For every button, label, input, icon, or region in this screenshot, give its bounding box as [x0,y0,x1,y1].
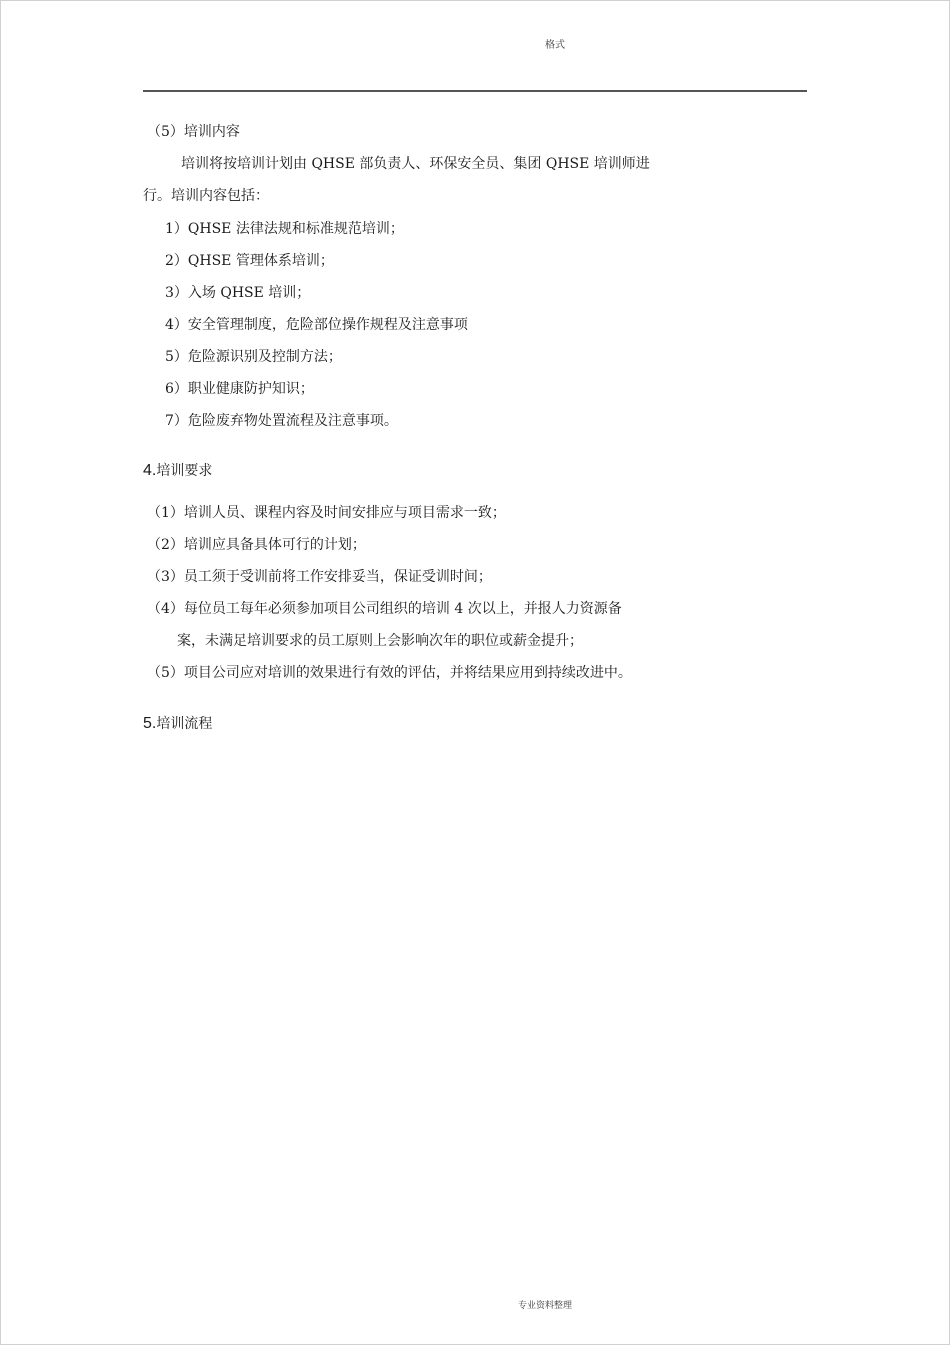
paragraph-line: 行。培训内容包括： [143,188,269,204]
requirement-item: （1）培训人员、课程内容及时间安排应与项目需求一致； [147,505,506,521]
requirement-item: （4）每位员工每年必须参加项目公司组织的培训 4 次以上，并报人力资源备 [147,601,622,617]
section-heading-text: 培训要求 [156,463,213,479]
section-heading [143,715,212,733]
requirement-item: （5）项目公司应对培训的效果进行有效的评估，并将结果应用到持续改进中。 [147,665,632,681]
page-header: 格式 [545,40,565,51]
list-item: 4）安全管理制度，危险部位操作规程及注意事项 [165,317,468,333]
section-number: 4. [143,462,157,479]
section-title: （5）培训内容 [147,124,240,140]
list-item: 3）入场 QHSE 培训； [165,285,311,301]
requirement-item: （3）员工须于受训前将工作安排妥当，保证受训时间； [147,569,492,585]
section-heading-text: 培训流程 [156,716,213,732]
list-item: 6）职业健康防护知识； [165,381,314,397]
paragraph-line: 培训将按培训计划由 QHSE 部负责人、环保安全员、集团 QHSE 培训师进 [181,156,650,172]
list-item: 2）QHSE 管理体系培训； [165,253,334,269]
requirement-item-continuation: 案，未满足培训要求的员工原则上会影响次年的职位或薪金提升； [177,633,583,649]
requirement-item: （2）培训应具备具体可行的计划； [147,537,366,553]
header-divider [143,90,807,92]
list-item: 1）QHSE 法律法规和标准规范培训； [165,221,404,237]
section-number: 5. [143,715,157,732]
list-item: 7）危险废弃物处置流程及注意事项。 [165,413,398,429]
page-footer: 专业资料整理 [518,1301,573,1311]
list-item: 5）危险源识别及控制方法； [165,349,342,365]
section-heading [143,462,212,480]
